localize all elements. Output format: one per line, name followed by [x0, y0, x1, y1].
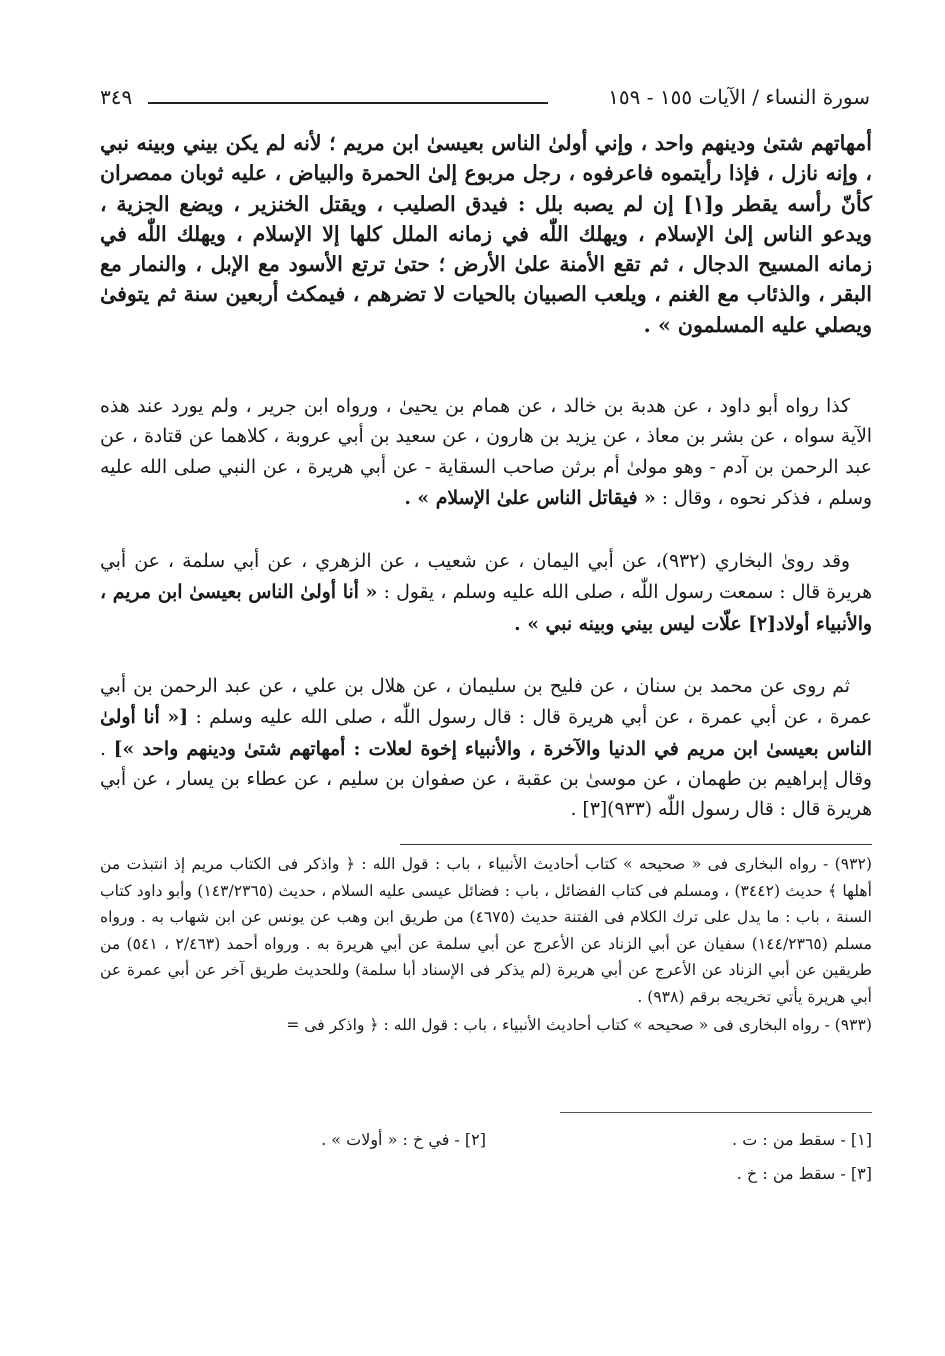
paragraph-bukhari — [100, 547, 872, 640]
paragraph-text: ثم روى عن محمد بن سنان ، عن فليح بن سليمان ، عن هلال بن علي ، عن عبد الرحمن بن أبي عمرة ، عن أبي عمرة ، عن أبي هريرة قال : قال رسول اللّٰه ، صلى الله عليه وسلم : — [100, 676, 872, 729]
paragraph-text: وقد روىٰ البخاري (٩٣٢)، عن أبي اليمان ، عن شعيب ، عن الزهري ، عن أبي سلمة ، عن أبي هريرة قال : سمعت رسول اللّٰه ، صلى الله عليه وسلم ، يقول : — [100, 551, 872, 604]
variant-note: [٣] - سقط من : خ . — [736, 1164, 872, 1183]
paragraph-text: كذا رواه أبو داود ، عن هدبة بن خالد ، عن همام بن يحيىٰ ، ورواه ابن جرير ، ولم يورد عند هذه الآية سواه ، عن بشر بن معاذ ، عن يزيد بن هارون ، عن سعيد بن أبي عروبة ، كلاهما عن قتادة ، عن عبد الرحمن بن آدم - وهو مولىٰ أم برثن صاحب السقاية - عن أبي هريرة ، عن النبي صلى الله عليه وسلم ، فذكر نحوه ، وقال : — [100, 396, 872, 509]
variants-row — [100, 1123, 872, 1157]
paragraph-abu-dawud — [100, 392, 872, 514]
quoted-hadith: [« أنا أولىٰ الناس بعيسىٰ ابن مريم في الدنيا والآخرة ، والأنبياء إخوة لعلات : أمهاتهم شتىٰ ودينهم واحد »] — [100, 706, 872, 760]
footnote-933: (٩٣٣) - رواه البخارى فى « صحيحه » كتاب أحاديث الأنبياء ، باب : قول الله : ﴿ واذكر فى = — [286, 1016, 872, 1034]
paragraph-text: . وقال إبراهيم بن طهمان ، عن موسىٰ بن عقبة ، عن صفوان بن سليم ، عن عطاء بن يسار ، عن أبي هريرة قال : قال رسول اللّٰه (٩٣٣)[٣] . — [100, 738, 872, 821]
quoted-hadith: « فيقاتل الناس علىٰ الإسلام » . — [404, 486, 656, 509]
variant-note: [١] - سقط من : ت . — [732, 1130, 872, 1149]
paragraph-muhammad-bin-sinan — [100, 672, 872, 825]
manuscript-variants — [100, 1123, 872, 1191]
variants-row — [100, 1157, 872, 1191]
variant-note: [٢] - في خ : « أولات » . — [321, 1130, 486, 1149]
quoted-hadith: « أنا أولىٰ الناس بعيسىٰ ابن مريم ، والأنبياء أولاد[٢] علّات ليس بيني وبينه نبي » . — [100, 581, 872, 635]
page-number: ٣٤٩ — [100, 85, 133, 109]
footnote-932: (٩٣٢) - رواه البخارى فى « صحيحه » كتاب أحاديث الأنبياء ، باب : قول الله : ﴿ واذكر فى الكتاب مريم إذ انتبذت من أهلها ﴾ حديث (٣٤٤٢) ، ومسلم فى كتاب الفضائل ، باب : فضائل عيسى عليه السلام ، حديث (١٤٣/٢٣٦٥) وأبو داود كتاب السنة ، باب : ما يدل على ترك الكلام فى الفتنة حديث (٤٦٧٥) من طريق ابن وهب عن يونس عن ابن شهاب به . ورواه مسلم (١٤٤/٢٣٦٥) سفيان عن أبي الزناد عن الأعرج عن أبي سلمة عن أبي هريرة به . ورواه أحمد (٢/٤٦٣ ، ٥٤١) من طريقين عن أبي الزناد عن الأعرج عن أبي هريرة (لم يذكر فى الإسناد أبا سلمة) وللحديث طريق آخر عن أبي عمرة عن أبي هريرة يأتي تخريجه برقم (٩٣٨) . — [100, 855, 873, 1006]
footnote-separator — [400, 844, 872, 845]
running-title: سورة النساء / الآيات ١٥٥ - ١٥٩ — [608, 85, 870, 109]
footnotes — [100, 851, 872, 1039]
page-header — [100, 82, 870, 116]
header-rule — [148, 102, 548, 104]
hadith-continuation: أمهاتهم شتىٰ ودينهم واحد ، وإني أولىٰ الناس بعيسىٰ ابن مريم ؛ لأنه لم يكن بيني وبينه نبي ، وإنه نازل ، فإذا رأيتموه فاعرفوه ، رجل مربوع إلىٰ الحمرة والبياض ، عليه ثوبان ممصران كأنّ رأسه يقطر و[١] إن لم يصبه بلل : فيدق الصليب ، ويقتل الخنزير ، ويضع الجزية ، ويدعو الناس إلىٰ الإسلام ، ويهلك اللّٰه في زمانه الملل كلها إلا الإسلام ، ويهلك اللّٰه في زمانه المسيح الدجال ، ثم تقع الأمنة علىٰ الأرض ؛ حتىٰ ترتع الأسود مع الإبل ، والنمار مع البقر ، والذئاب مع الغنم ، ويلعب الصبيان بالحيات لا تضرهم ، فيمكث أربعين سنة ثم يتوفىٰ ويصلي عليه المسلمون » . — [100, 131, 872, 337]
variants-separator — [560, 1112, 872, 1113]
